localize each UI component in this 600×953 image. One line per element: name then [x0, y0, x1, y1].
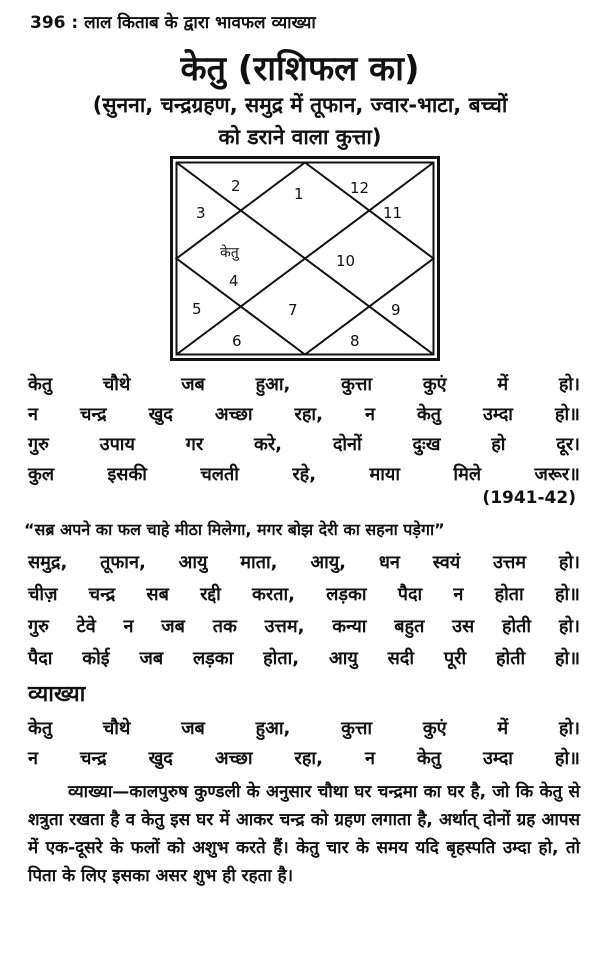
- verse-word: मिले: [453, 464, 482, 485]
- verse-word: जब: [181, 718, 205, 739]
- verse-word: गुरु: [28, 616, 49, 637]
- kundli-chart: [170, 156, 440, 361]
- house-4: 4: [229, 272, 239, 290]
- verse-date: (1941-42): [482, 488, 576, 508]
- verse-word: हो।: [558, 718, 580, 739]
- verse-word: होती: [501, 616, 532, 637]
- house-11: 11: [383, 204, 403, 222]
- verse-line: [28, 550, 580, 574]
- house-3: 3: [196, 204, 206, 222]
- verse-word: हुआ,: [255, 374, 291, 395]
- verse-word: चन्द्र: [88, 584, 116, 605]
- running-header: 396 : लाल किताब के द्वारा भावफल व्याख्या: [30, 13, 316, 33]
- explanation-text: व्याख्या—कालपुरुष कुण्डली के अनुसार चौथा घर चन्द्रमा का घर है, जो कि केतु से शत्रुता रखता है व केतु इस घर में आकर चन्द्र को ग्रहण लगाता है, अर्थात् दोनों ग्रह आपस में एक-दूसरे के फलों को अशुभ करते हैं। केतु चार के समय यदि बृहस्पति उम्दा हो, तो पिता के लिए इसका असर शुभ ही रहता है।: [28, 782, 580, 886]
- verse-line: [28, 372, 580, 396]
- house-10: 10: [336, 252, 356, 270]
- verse-word: हो॥: [554, 748, 580, 769]
- section-heading: व्याख्या: [28, 682, 86, 707]
- verse-word: कुत्ता: [341, 718, 373, 739]
- verse-word: लड़का: [192, 648, 234, 669]
- verse-word: चलती: [200, 464, 239, 485]
- verse-word: हुआ,: [255, 718, 291, 739]
- house-2: 2: [231, 177, 241, 195]
- verse-word: कोई: [82, 648, 110, 669]
- verse-word: उत्तम: [493, 552, 527, 573]
- verse-word: कुएं: [422, 718, 447, 739]
- verse-line: [28, 614, 580, 638]
- verse-word: हो।: [558, 552, 580, 573]
- verse-line: [28, 646, 580, 670]
- verse-word: पूरी: [443, 648, 467, 669]
- verse-word: न: [364, 404, 375, 425]
- verse-word: केतु: [28, 718, 53, 739]
- house-5: 5: [192, 300, 202, 318]
- verse-word: धन: [378, 552, 400, 573]
- verse-line: [28, 402, 580, 426]
- verse-word: इसकी: [107, 464, 147, 485]
- verse-word: गर: [185, 434, 204, 455]
- verse-word: चन्द्र: [80, 404, 107, 425]
- verse-word: केतु: [416, 748, 442, 769]
- verse-line: [28, 462, 580, 486]
- verse-word: जब: [181, 374, 205, 395]
- verse-word: हो॥: [554, 584, 580, 605]
- verse-word: लड़का: [326, 584, 367, 605]
- verse-word: न: [28, 748, 38, 769]
- verse-word: रहा,: [294, 748, 323, 769]
- verse-word: खुद: [148, 404, 173, 425]
- verse-word: माता,: [240, 552, 278, 573]
- verse-word: जब: [139, 648, 164, 669]
- verse-word: उम्दा: [483, 404, 513, 425]
- verse-word: तक: [212, 616, 237, 637]
- verse-word: सब: [146, 584, 169, 605]
- house-1: 1: [294, 185, 304, 203]
- verse-word: पैदा: [397, 584, 423, 605]
- verse-word: कुत्ता: [341, 374, 373, 395]
- verse-word: दोनों: [332, 434, 362, 455]
- verse-word: रद्दी: [200, 584, 221, 605]
- verse-word: माया: [369, 464, 401, 485]
- house-12: 12: [350, 179, 370, 197]
- verse-word: चौथे: [102, 374, 131, 395]
- verse-word: हो॥: [554, 404, 580, 425]
- verse-word: अच्छा: [214, 404, 253, 425]
- verse-word: हो॥: [554, 648, 580, 669]
- verse-word: हो: [491, 434, 506, 455]
- verse-word: टेवे: [76, 616, 96, 637]
- page-title: केतु (राशिफल का): [180, 49, 420, 89]
- house-6: 6: [232, 332, 242, 350]
- verse-word: पैदा: [28, 648, 53, 669]
- verse-word: दूर।: [556, 434, 580, 455]
- verse-line: [28, 582, 580, 606]
- verse-word: जब: [161, 616, 185, 637]
- house-8: 8: [350, 332, 360, 350]
- verse-word: दुःख: [412, 434, 441, 455]
- subtitle-line-2: को डराने वाला कुत्ता): [218, 125, 382, 149]
- verse-word: कन्या: [332, 616, 367, 637]
- verse-word: होता: [494, 584, 524, 605]
- verse-word: चन्द्र: [80, 748, 107, 769]
- verse-word: जरूर॥: [534, 464, 580, 485]
- verse-word: न: [364, 748, 375, 769]
- verse-word: रहा,: [294, 404, 323, 425]
- verse-word: तूफान,: [100, 552, 146, 573]
- verse-word: खुद: [148, 748, 173, 769]
- verse-word: उम्दा: [483, 748, 513, 769]
- verse-word: आयु: [328, 648, 358, 669]
- verse-word: हो।: [558, 374, 580, 395]
- verse-word: अच्छा: [214, 748, 253, 769]
- verse-word: आयु,: [310, 552, 346, 573]
- verse-word: बहुत: [394, 616, 425, 637]
- verse-word: में: [497, 374, 509, 395]
- planet-ketu: केतु: [220, 245, 239, 261]
- verse-word: होती: [495, 648, 526, 669]
- subtitle-line-1: (सुनना, चन्द्रग्रहण, समुद्र में तूफान, ज्वार-भाटा, बच्चों: [92, 93, 508, 117]
- verse-word: हो।: [558, 616, 580, 637]
- verse-word: केतु: [28, 374, 53, 395]
- verse-word: न: [453, 584, 464, 605]
- verse-word: करे,: [254, 434, 283, 455]
- verse-word: आयु: [178, 552, 208, 573]
- verse-word: न: [123, 616, 134, 637]
- verse-word: समुद्र,: [28, 552, 68, 573]
- verse-word: सदी: [387, 648, 415, 669]
- verse-word: में: [497, 718, 509, 739]
- verse-word: चीज़: [28, 584, 58, 605]
- verse-line: [28, 716, 580, 740]
- verse-word: उत्तम,: [264, 616, 305, 637]
- verse-word: होता,: [263, 648, 300, 669]
- verse-line: [28, 432, 580, 456]
- verse-quote: “सब्र अपने का फल चाहे मीठा मिलेगा, मगर बोझ देरी का सहना पड़ेगा”: [24, 520, 445, 539]
- verse-word: कुल: [28, 464, 55, 485]
- verse-word: केतु: [416, 404, 442, 425]
- verse-line: [28, 746, 580, 770]
- verse-word: चौथे: [102, 718, 131, 739]
- explanation-paragraph: [28, 778, 580, 890]
- verse-word: कुएं: [422, 374, 447, 395]
- house-7: 7: [288, 301, 298, 319]
- verse-word: स्वयं: [432, 552, 461, 573]
- verse-word: करता,: [252, 584, 295, 605]
- verse-word: उपाय: [99, 434, 135, 455]
- house-9: 9: [391, 301, 401, 319]
- verse-word: गुरु: [28, 434, 49, 455]
- verse-word: रहे,: [292, 464, 317, 485]
- verse-word: न: [28, 404, 38, 425]
- verse-word: उस: [452, 616, 475, 637]
